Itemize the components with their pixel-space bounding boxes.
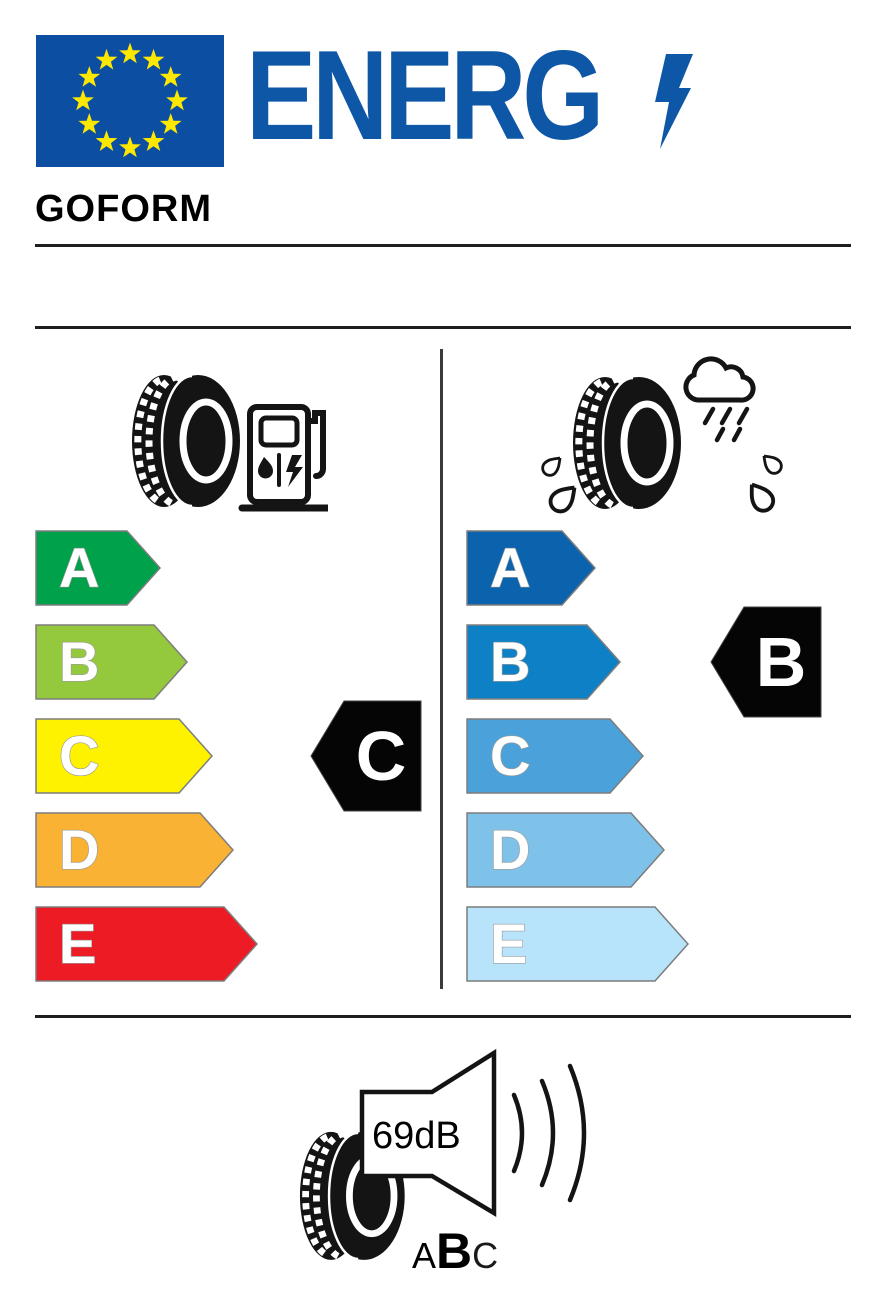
fuel-rating-letter: C — [355, 717, 407, 795]
noise-db-value: 69dB — [372, 1115, 461, 1157]
fuel-rating-badge — [310, 700, 422, 812]
brand-name: GOFORM — [35, 188, 212, 230]
grade-bar-d — [35, 812, 235, 888]
vertical-divider — [440, 349, 443, 989]
grade-letter: D — [59, 818, 100, 881]
energ-logo-text: ENERG — [246, 24, 601, 166]
grade-bar-c — [466, 718, 645, 794]
grade-bar-b — [466, 624, 622, 700]
grade-letter: A — [59, 536, 100, 599]
wet-grip-scale — [466, 530, 726, 982]
eu-flag-icon — [36, 35, 224, 167]
horizontal-rule — [35, 244, 851, 247]
grade-letter: C — [490, 724, 531, 787]
grade-bar-a — [35, 530, 162, 606]
noise-class-scale — [412, 1222, 498, 1280]
sound-wave-icon — [514, 1066, 584, 1200]
noise-class-a: A — [412, 1235, 437, 1276]
grade-bar-e — [466, 906, 690, 982]
grade-bar-c — [35, 718, 214, 794]
fuel-efficiency-scale — [35, 530, 295, 982]
grade-letter: E — [59, 912, 97, 975]
tire-icon — [132, 375, 240, 507]
wet-grip-rating-badge — [710, 606, 822, 718]
grade-letter: B — [59, 630, 100, 693]
grade-letter: E — [490, 912, 528, 975]
lightning-bolt-icon — [652, 54, 696, 149]
grade-letter: B — [490, 630, 531, 693]
grade-bar-arrow — [466, 530, 597, 606]
noise-class-b-active: B — [436, 1223, 473, 1279]
grade-bar-d — [466, 812, 666, 888]
grade-letter: A — [490, 536, 531, 599]
horizontal-rule — [35, 326, 851, 329]
grade-letter: D — [490, 818, 531, 881]
noise-class-c: C — [472, 1235, 499, 1276]
horizontal-rule — [35, 1015, 851, 1018]
wet-grip-icon — [535, 345, 790, 523]
grade-letter: C — [59, 724, 100, 787]
grade-bar-e — [35, 906, 259, 982]
rain-cloud-icon — [686, 359, 753, 440]
fuel-pump-icon — [242, 407, 328, 508]
wet-grip-rating-letter: B — [755, 623, 807, 701]
tire-icon — [573, 377, 681, 509]
grade-bar-b — [35, 624, 189, 700]
grade-bar-a — [466, 530, 597, 606]
fuel-efficiency-icon — [128, 345, 328, 513]
